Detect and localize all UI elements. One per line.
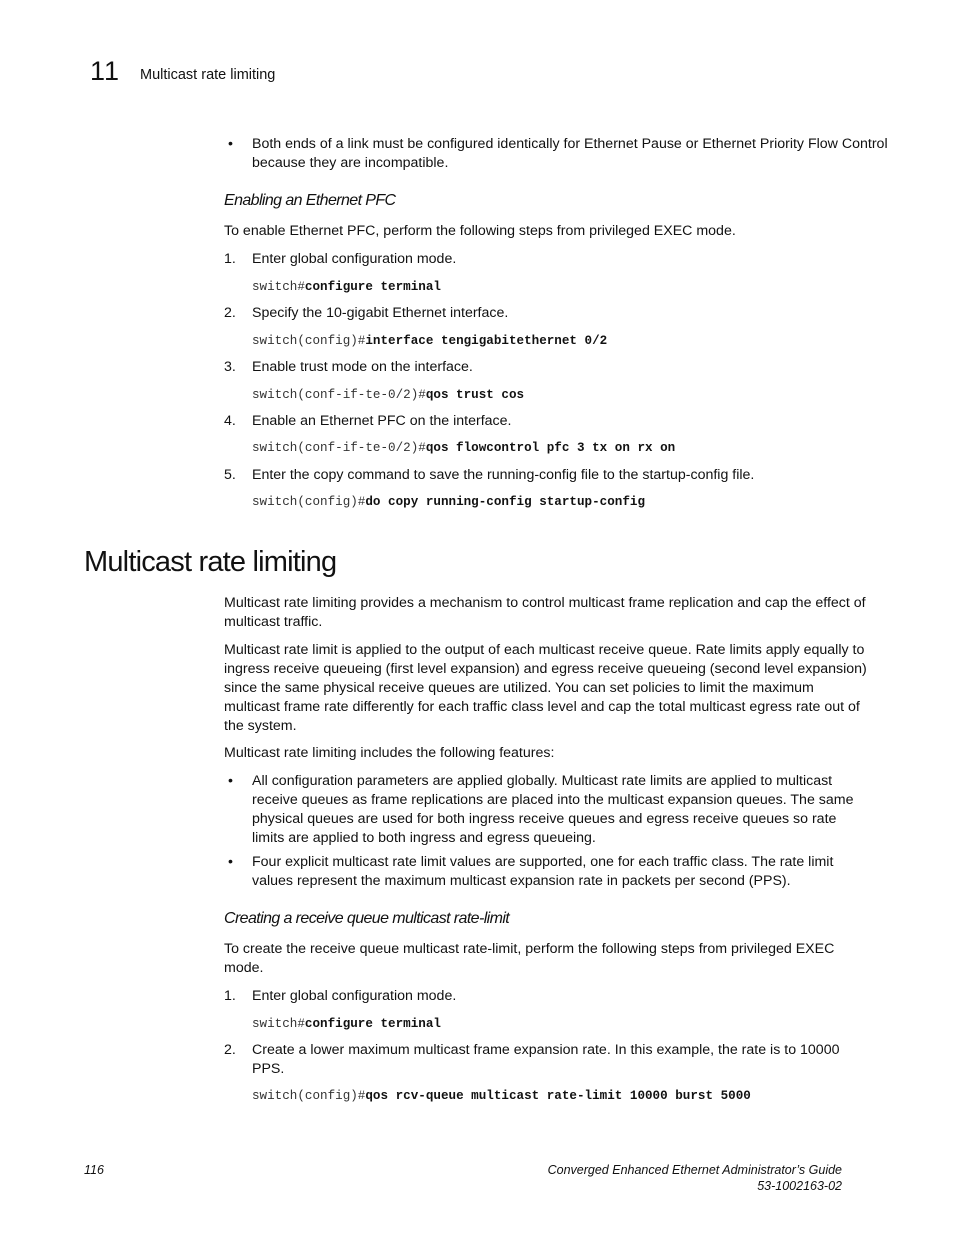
step-text: Enable trust mode on the interface. <box>252 359 473 375</box>
step-text: Enter global configuration mode. <box>252 988 457 1004</box>
section-intro: To create the receive queue multicast rate-limit, perform the following steps from privileged EXEC mode. <box>224 941 835 976</box>
code-line <box>252 440 675 456</box>
step-number: 1. <box>224 251 236 267</box>
step-item <box>224 466 872 485</box>
code-prompt: switch(config)# <box>252 334 366 348</box>
step-number: 1. <box>224 988 236 1004</box>
code-command: interface tengigabitethernet 0/2 <box>365 334 608 348</box>
code-prompt: switch(config)# <box>252 1089 366 1103</box>
paragraph: Multicast rate limiting includes the following features: <box>224 745 555 761</box>
bullet-text: All configuration parameters are applied globally. Multicast rate limits are applied to multicast receive queues as frame replications are placed into the multicast expansion queues. The same physical queues are used for both ingress receive queues and egress receive queues so rate limits are applied to both ingress and egress queueing. <box>252 773 854 846</box>
step-item <box>224 987 872 1006</box>
section-title: Multicast rate limiting <box>84 546 337 578</box>
bullet-item <box>228 135 892 173</box>
code-line <box>252 1016 441 1032</box>
code-command: configure terminal <box>304 280 441 294</box>
step-number: 3. <box>224 359 236 375</box>
page-number: 116 <box>84 1163 104 1177</box>
section-intro: To enable Ethernet PFC, perform the following steps from privileged EXEC mode. <box>224 223 736 239</box>
step-number: 4. <box>224 413 236 429</box>
step-text: Create a lower maximum multicast frame expansion rate. In this example, the rate is to 10000 PPS. <box>252 1042 840 1077</box>
subsection-heading: Creating a receive queue multicast rate-limit <box>224 910 510 927</box>
step-item <box>224 412 872 431</box>
step-text: Specify the 10-gigabit Ethernet interface. <box>252 305 509 321</box>
bullet-item <box>228 853 872 891</box>
guide-title: Converged Enhanced Ethernet Administrator’s Guide <box>547 1163 842 1177</box>
code-command: qos trust cos <box>425 388 525 402</box>
bullet-dot: • <box>228 136 233 152</box>
code-command: configure terminal <box>304 1017 441 1031</box>
paragraph: Multicast rate limit is applied to the output of each multicast receive queue. Rate limits apply equally to ingress receive queueing (first level expansion) and egress receive queueing (second level expansion) since the same physical receive queues are utilized. You can set policies to limit the maximum multicast frame rate differently for each traffic class level and cap the total multicast egress rate out of the system. <box>224 642 867 734</box>
step-number: 5. <box>224 467 236 483</box>
step-text: Enable an Ethernet PFC on the interface. <box>252 413 512 429</box>
paragraph: Multicast rate limiting provides a mechanism to control multicast frame replication and cap the effect of multicast traffic. <box>224 595 866 630</box>
code-prompt: switch(config)# <box>252 495 366 509</box>
step-text: Enter the copy command to save the running-config file to the startup-config file. <box>252 467 755 483</box>
step-number: 2. <box>224 1042 236 1058</box>
code-command: qos flowcontrol pfc 3 tx on rx on <box>425 441 676 455</box>
code-prompt: switch# <box>252 280 305 294</box>
step-item <box>224 358 872 377</box>
code-line <box>252 494 645 510</box>
code-line <box>252 279 441 295</box>
document-number: 53-1002163-02 <box>757 1179 842 1193</box>
code-prompt: switch# <box>252 1017 305 1031</box>
step-number: 2. <box>224 305 236 321</box>
subsection-heading: Enabling an Ethernet PFC <box>224 192 396 209</box>
bullet-dot: • <box>228 773 233 789</box>
step-text: Enter global configuration mode. <box>252 251 457 267</box>
code-line <box>252 387 524 403</box>
code-prompt: switch(conf-if-te-0/2)# <box>252 388 426 402</box>
code-command: do copy running-config startup-config <box>365 495 646 509</box>
step-item <box>224 304 872 323</box>
step-item <box>224 1041 872 1079</box>
step-item <box>224 250 872 269</box>
code-command: qos rcv-queue multicast rate-limit 10000 burst 5000 <box>365 1089 751 1103</box>
chapter-title: Multicast rate limiting <box>140 67 276 83</box>
code-line <box>252 1088 751 1104</box>
bullet-item <box>228 772 872 848</box>
bullet-text: Four explicit multicast rate limit values are supported, one for each traffic class. The rate limit values represent the maximum multicast expansion rate in packets per second (PPS). <box>252 854 834 889</box>
code-line <box>252 333 607 349</box>
chapter-number: 11 <box>90 56 121 86</box>
bullet-text: Both ends of a link must be configured identically for Ethernet Pause or Ethernet Priority Flow Control because they are incompatible. <box>252 136 888 171</box>
bullet-dot: • <box>228 854 233 870</box>
code-prompt: switch(conf-if-te-0/2)# <box>252 441 426 455</box>
